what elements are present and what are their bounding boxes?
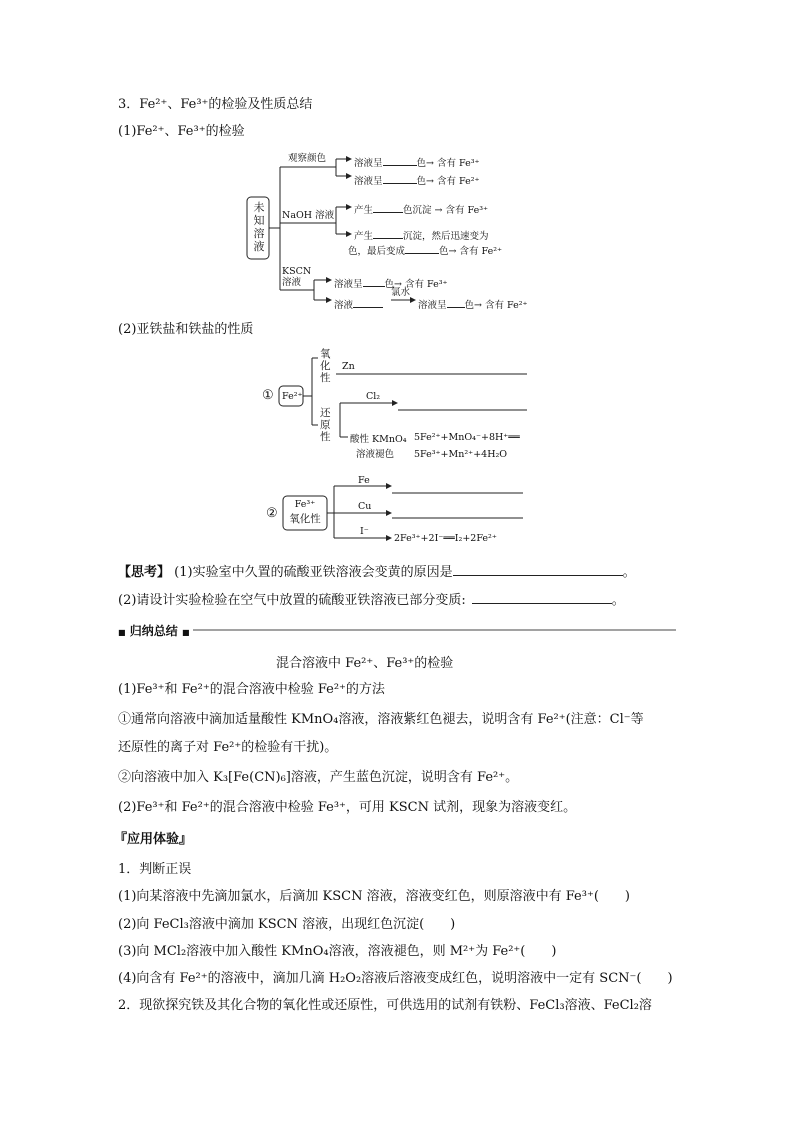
text: 产生 [354,205,374,216]
text: 溶液呈 [354,158,383,169]
question-2: 2．现欲探究铁及其化合物的氧化性或还原性，可供选用的试剂有铁粉、FeCl₃溶液、FeCl₂溶 [118,998,652,1013]
method-naoh: NaOH 溶液 [282,210,335,221]
text: 色→ 含有 Fe²⁺ [416,176,480,187]
chlorine-water-label: 氯水 [391,287,411,298]
square-bullet-icon: ■ [181,627,190,637]
apply-label: 『应用体验』 [114,832,193,847]
fill-blank[interactable] [383,171,417,184]
item-1: (1)向某溶液中先滴加氯水，后滴加 KSCN 溶液，溶液变红色，则原溶液中有 Fe³⁺( ) [118,889,630,904]
answer-blank[interactable] [453,563,623,576]
text: 色→ 含有 Fe²⁺ [464,300,528,311]
result-row-4 [354,226,489,242]
text: 产生 [354,231,374,242]
equation-2: 5Fe³⁺+Mn²⁺+4H₂O [414,449,508,460]
think-question-1 [118,563,636,581]
item-2: (2)向 FeCl₃溶液中滴加 KSCN 溶液，出现红色沉淀( ) [118,917,456,932]
unknown-solution-box: 未知溶液 [253,201,265,253]
fill-blank[interactable] [353,295,383,308]
fill-blank[interactable] [447,295,465,308]
reagent-cu: Cu [358,501,372,512]
fe3-box-oxidizing: 氧化性 [289,513,321,525]
summary-label [118,623,190,640]
method-kscn: KSCN 溶液 [282,266,312,288]
fill-blank[interactable] [405,241,439,254]
item-number-1: ① [262,388,274,403]
method-observe-color: 观察颜色 [288,153,327,164]
result-row-2 [354,171,480,187]
summary-p3: 还原性的离子对 Fe²⁺的检验有干扰)。 [118,740,338,755]
reagent-zn: Zn [342,361,355,372]
item-number-2: ② [266,506,278,521]
fill-blank[interactable] [373,200,403,213]
subheading-detection: (1)Fe²⁺、Fe³⁺的检验 [118,124,245,139]
text: 溶液呈 [354,176,383,187]
reagent-iodide: I⁻ [360,526,369,537]
text: 。 [611,593,625,608]
reagent-cl2: Cl₂ [366,391,381,402]
text: 色沉淀 → 含有 Fe³⁺ [403,205,489,216]
fe2-box-label: Fe²⁺ [282,391,303,402]
text: 溶液呈 [334,279,363,290]
answer-blank[interactable] [472,591,612,604]
think-question-2 [118,591,625,609]
item-4: (4)向含有 Fe²⁺的溶液中，滴加几滴 H₂O₂溶液后溶液变成红色，说明溶液中一定有 SCN⁻( ) [118,971,673,986]
summary-title: 混合溶液中 Fe²⁺、Fe³⁺的检验 [276,656,454,671]
equation-3: 2Fe³⁺+2I⁻══I₂+2Fe²⁺ [394,533,497,544]
section-heading: 3．Fe²⁺、Fe³⁺的检验及性质总结 [118,97,313,112]
fill-blank[interactable] [383,153,417,166]
subheading-properties: (2)亚铁盐和铁盐的性质 [118,322,254,337]
result-row-3 [354,200,488,216]
fill-blank[interactable] [373,226,403,239]
solution-fades: 溶液褪色 [356,449,395,460]
text: 溶液呈 [418,300,447,311]
summary-p1: (1)Fe³⁺和 Fe²⁺的混合溶液中检验 Fe²⁺的方法 [118,682,385,697]
summary-p5: (2)Fe³⁺和 Fe²⁺的混合溶液中检验 Fe³⁺，可用 KSCN 试剂，现象为溶液变红。 [118,800,577,815]
reagent-fe: Fe [358,475,370,486]
equation-1: 5Fe²⁺+MnO₄⁻+8H⁺══ [414,432,520,443]
fe3-box-label: Fe³⁺ [294,499,316,510]
item-3: (3)向 MCl₂溶液中加入酸性 KMnO₄溶液，溶液褪色，则 M²⁺为 Fe²⁺( ) [118,944,557,959]
summary-p2: ①通常向溶液中滴加适量酸性 KMnO₄溶液，溶液紫红色褪去，说明含有 Fe²⁺(注意：Cl⁻等 [118,712,644,727]
text: 归纳总结 [129,624,178,638]
text: 。 [622,565,636,580]
reducing-label: 还原性 [320,407,331,443]
result-row-1 [354,153,480,169]
question-1: 1．判断正误 [118,862,192,877]
text: 色→ 含有 Fe³⁺ [384,279,448,290]
text: 沉淀，然后迅速变为 [403,231,489,242]
text: (1)实验室中久置的硫酸亚铁溶液会变黄的原因是 [174,565,453,580]
result-row-4b [348,241,502,257]
summary-p4: ②向溶液中加入 K₃[Fe(CN)₆]溶液，产生蓝色沉淀，说明含有 Fe²⁺。 [118,770,519,785]
result-row-6 [334,295,383,311]
fill-blank[interactable] [363,274,385,287]
think-tag: 【思考】 [118,565,171,580]
square-bullet-icon: ■ [118,627,126,637]
result-row-6-tail [418,295,528,311]
text: (2)请设计实验检验在空气中放置的硫酸亚铁溶液已部分变质: [118,593,466,608]
text: 色→ 含有 Fe²⁺ [439,246,503,257]
text: 色，最后变成 [348,246,406,257]
text: 色→ 含有 Fe³⁺ [416,158,480,169]
reagent-kmno4: 酸性 KMnO₄ [350,434,407,445]
text: 溶液 [334,300,354,311]
oxidizing-label: 氧化性 [320,348,331,384]
